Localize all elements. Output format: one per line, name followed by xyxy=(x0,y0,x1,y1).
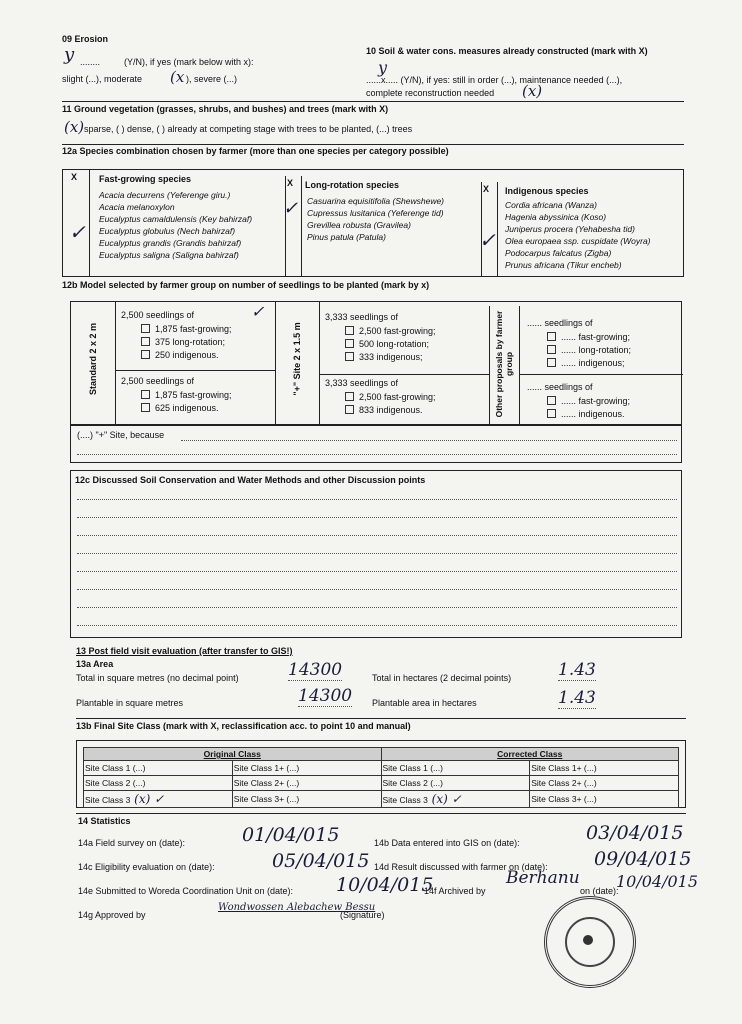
oth2-checkbox[interactable] xyxy=(547,396,556,405)
archived-label: 14f Archived by xyxy=(424,886,486,896)
submitted-date: 10/04/015 xyxy=(336,874,434,896)
oth1-checkbox[interactable] xyxy=(547,345,556,354)
swc-complete-mark: (x) xyxy=(522,82,543,100)
site1-checkbox[interactable] xyxy=(345,339,354,348)
std1-checkbox[interactable] xyxy=(141,324,150,333)
archived-by-name: Berhanu xyxy=(506,868,580,888)
site-class-table xyxy=(83,747,679,808)
model-box xyxy=(70,301,682,425)
other-label: Other proposals by farmer group xyxy=(494,310,514,418)
species-heading: 12a Species combination chosen by farmer (more than one species per category possible) xyxy=(62,146,449,156)
erosion-slight: slight (...), moderate xyxy=(62,74,143,84)
oth1-checkbox[interactable] xyxy=(547,358,556,367)
orig-class-3plus: Site Class 3+ (...) xyxy=(232,791,381,808)
signature-label: (Signature) xyxy=(340,910,385,920)
species-col-fast: Fast-growing species xyxy=(99,174,192,184)
gis-entry-date: 03/04/015 xyxy=(586,822,684,844)
discussion-heading: 12c Discussed Soil Conservation and Water Methods and other Discussion points xyxy=(75,475,426,485)
std2-item: 1,875 fast-growing; xyxy=(155,390,232,400)
erosion-line1: (Y/N), if yes (mark below with x): xyxy=(124,57,254,67)
long-tick-mark: ✓ xyxy=(283,198,299,219)
corr-class-2plus: Site Class 2+ (...) xyxy=(530,776,679,791)
swc-line1: ......x..... (Y/N), if yes: still in order (...), maintenance needed (...), xyxy=(366,75,623,85)
discussion-box xyxy=(70,470,682,638)
std1-checkbox[interactable] xyxy=(141,350,150,359)
plant-ha-value: 1.43 xyxy=(558,688,596,708)
total-ha-label: Total in hectares (2 decimal points) xyxy=(372,673,512,683)
corr-class-3: Site Class 3 xyxy=(382,795,428,805)
field-survey-date: 01/04/015 xyxy=(242,824,340,846)
site2-item: 2,500 fast-growing; xyxy=(359,392,436,402)
species-col-indig: Indigenous species xyxy=(505,186,589,196)
archived-date: 10/04/015 xyxy=(616,872,699,891)
oth1-checkbox[interactable] xyxy=(547,332,556,341)
long-species-4: Pinus patula (Patula) xyxy=(307,232,386,242)
site2-item: 833 indigenous. xyxy=(359,405,423,415)
oth1-item: ...... fast-growing; xyxy=(561,332,631,342)
plant-ha-label: Plantable area in hectares xyxy=(372,698,477,708)
corr-class-3-mark: (x) ✓ xyxy=(427,792,462,806)
divider xyxy=(62,144,684,145)
orig-class-2plus: Site Class 2+ (...) xyxy=(232,776,381,791)
indig-species-1: Cordia africana (Wanza) xyxy=(505,200,597,210)
std1-checkbox[interactable] xyxy=(141,337,150,346)
species-col-x: X xyxy=(483,184,490,194)
indig-species-3: Juniperus procera (Yehabesha tid) xyxy=(505,224,635,234)
fast-tick-mark: ✓ xyxy=(69,220,86,244)
submitted-label: 14e Submitted to Woreda Coordination Unit on (date): xyxy=(78,886,293,896)
gis-entry-label: 14b Data entered into GIS on (date): xyxy=(374,838,520,848)
vegetation-heading: 11 Ground vegetation (grasses, shrubs, and bushes) and trees (mark with X) xyxy=(62,104,389,114)
oth1-item: ...... indigenous; xyxy=(561,358,625,368)
total-sqm-label: Total in square metres (no decimal point) xyxy=(76,673,239,683)
orig-class-3-mark: (x) ✓ xyxy=(130,792,165,806)
site-label: "+" Site 2 x 1.5 m xyxy=(292,322,302,396)
species-col-long: Long-rotation species xyxy=(305,180,400,190)
indig-species-6: Prunus africana (Tikur encheb) xyxy=(505,260,622,270)
site1-checkbox[interactable] xyxy=(345,326,354,335)
std2-title: 2,500 seedlings of xyxy=(121,376,195,386)
erosion-severe: ), severe (...) xyxy=(186,74,238,84)
corr-class-3plus: Site Class 3+ (...) xyxy=(530,791,679,808)
because-label: (....) "+" Site, because xyxy=(77,430,165,440)
divider xyxy=(62,101,684,102)
site1-item: 2,500 fast-growing; xyxy=(359,326,436,336)
site1-item: 500 long-rotation; xyxy=(359,339,430,349)
site-class-heading: 13b Final Site Class (mark with X, reclassification acc. to point 10 and manual) xyxy=(76,721,411,731)
site2-checkbox[interactable] xyxy=(345,392,354,401)
vegetation-line: sparse, ( ) dense, ( ) already at competing stage with trees to be planted, (...) trees xyxy=(84,124,413,134)
species-col-x: X xyxy=(71,172,78,182)
fast-species-6: Eucalyptus saligna (Saligna bahirzaf) xyxy=(99,250,239,260)
std1-item: 1,875 fast-growing; xyxy=(155,324,232,334)
approved-by-name: Wondwossen Alebachew Bessu xyxy=(218,902,376,913)
species-col-x: X xyxy=(287,178,294,188)
model-heading: 12b Model selected by farmer group on number of seedlings to be planted (mark by x) xyxy=(62,280,430,290)
orig-class-2: Site Class 2 (...) xyxy=(84,776,233,791)
oth2-item: ...... fast-growing; xyxy=(561,396,631,406)
orig-class-1: Site Class 1 (...) xyxy=(84,761,233,776)
indig-species-4: Olea europaea ssp. cuspidate (Woyra) xyxy=(505,236,651,246)
oth1-title: ...... seedlings of xyxy=(527,318,593,328)
erosion-heading: 09 Erosion xyxy=(62,34,109,44)
swc-answer: y xyxy=(378,58,388,77)
fast-species-5: Eucalyptus grandis (Grandis bahirzaf) xyxy=(99,238,242,248)
oth2-checkbox[interactable] xyxy=(547,409,556,418)
orig-class-3: Site Class 3 xyxy=(85,795,131,805)
vegetation-sparse-mark: (x) xyxy=(64,118,85,136)
statistics-heading: 14 Statistics xyxy=(78,816,131,826)
std1-item: 250 indigenous. xyxy=(155,350,219,360)
archived-on-label: on (date): xyxy=(580,886,619,896)
site-class-box xyxy=(76,740,686,808)
fast-species-3: Eucalyptus camaldulensis (Key bahirzaf) xyxy=(99,214,253,224)
indig-species-5: Podocarpus falcatus (Zigba) xyxy=(505,248,612,258)
site1-title: 3,333 seedlings of xyxy=(325,312,399,322)
oth1-item: ...... long-rotation; xyxy=(561,345,632,355)
plant-sqm-value: 14300 xyxy=(298,686,353,706)
field-survey-label: 14a Field survey on (date): xyxy=(78,838,186,848)
swc-heading: 10 Soil & water cons. measures already constructed (mark with X) xyxy=(366,46,648,56)
official-seal-stamp xyxy=(544,896,636,988)
std1-title: 2,500 seedlings of xyxy=(121,310,195,320)
orig-class-header: Original Class xyxy=(84,748,382,761)
indig-tick-mark: ✓ xyxy=(479,228,496,252)
long-species-3: Grevillea robusta (Gravilea) xyxy=(307,220,411,230)
std2-checkbox[interactable] xyxy=(141,403,150,412)
corr-class-2: Site Class 2 (...) xyxy=(381,776,530,791)
post-eval-heading: 13 Post field visit evaluation (after transfer to GIS!) xyxy=(76,646,293,656)
erosion-moderate-mark: (x xyxy=(170,68,185,86)
std2-item: 625 indigenous. xyxy=(155,403,219,413)
eligibility-label: 14c Eligibility evaluation on (date): xyxy=(78,862,215,872)
std1-tick-mark: ✓ xyxy=(251,302,265,321)
site2-title: 3,333 seedlings of xyxy=(325,378,399,388)
indig-species-2: Hagenia abyssinica (Koso) xyxy=(505,212,607,222)
discussed-label: 14d Result discussed with farmer on (date): xyxy=(374,862,548,872)
eligibility-date: 05/04/015 xyxy=(272,850,370,872)
orig-class-1plus: Site Class 1+ (...) xyxy=(232,761,381,776)
oth2-item: ...... indigenous. xyxy=(561,409,625,419)
because-box xyxy=(70,425,682,463)
swc-line2: complete reconstruction needed xyxy=(366,88,495,98)
species-table xyxy=(62,169,684,277)
erosion-prefix: ........ xyxy=(80,57,101,67)
site2-checkbox[interactable] xyxy=(345,405,354,414)
fast-species-4: Eucalyptus globulus (Nech bahirzaf) xyxy=(99,226,236,236)
erosion-answer: y xyxy=(64,44,75,65)
total-sqm-value: 14300 xyxy=(288,660,343,680)
corr-class-1plus: Site Class 1+ (...) xyxy=(530,761,679,776)
discussed-date: 09/04/015 xyxy=(594,848,692,870)
corr-class-header: Corrected Class xyxy=(381,748,679,761)
long-species-1: Casuarina equisitifolia (Shewshewe) xyxy=(307,196,445,206)
std1-item: 375 long-rotation; xyxy=(155,337,226,347)
standard-label: Standard 2 x 2 m xyxy=(88,322,98,396)
fast-species-1: Acacia decurrens (Yeferenge giru.) xyxy=(99,190,231,200)
fast-species-2: Acacia melanoxylon xyxy=(99,202,175,212)
total-ha-value: 1.43 xyxy=(558,660,596,680)
area-heading: 13a Area xyxy=(76,659,114,669)
oth2-title: ...... seedlings of xyxy=(527,382,593,392)
approved-label: 14g Approved by xyxy=(78,910,146,920)
site1-item: 333 indigenous; xyxy=(359,352,423,362)
corr-class-1: Site Class 1 (...) xyxy=(381,761,530,776)
site1-checkbox[interactable] xyxy=(345,352,354,361)
plant-sqm-label: Plantable in square metres xyxy=(76,698,184,708)
long-species-2: Cupressus lusitanica (Yeferenge tid) xyxy=(307,208,444,218)
std2-checkbox[interactable] xyxy=(141,390,150,399)
